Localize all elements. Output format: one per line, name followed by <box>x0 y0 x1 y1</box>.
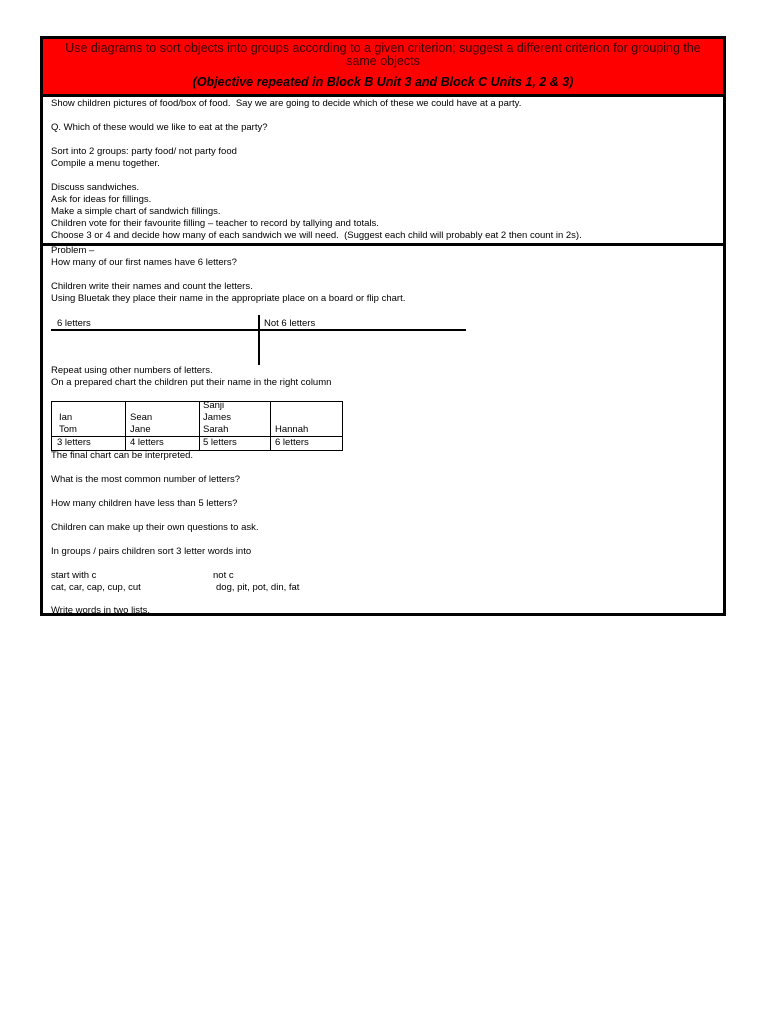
chart-column-label: 5 letters <box>203 437 237 448</box>
objective-text: Use diagrams to sort objects into groups according to a given criterion; suggest a different criterion for grouping the same objects <box>65 41 701 68</box>
chart-column-label: 3 letters <box>57 437 91 448</box>
section2-line: In groups / pairs children sort 3 letter words into <box>51 546 252 557</box>
problem-question: How many of our first names have 6 letters? <box>51 257 237 268</box>
sort-left-label: 6 letters <box>57 318 91 329</box>
words-left-heading: start with c <box>51 570 97 581</box>
chart-name: Sarah <box>203 424 229 435</box>
names-section <box>43 245 723 616</box>
chart-name: Sanji <box>203 400 225 411</box>
section2-line: On a prepared chart the children put their name in the right column <box>51 377 332 388</box>
section1-line: Choose 3 or 4 and decide how many of each sandwich we will need. (Suggest each child will probably eat 2 then count in 2s). <box>51 230 582 241</box>
chart-name: Ian <box>59 412 73 423</box>
sort-right-label: Not 6 letters <box>264 318 316 329</box>
problem-label: Problem – <box>51 245 95 256</box>
name-chart <box>51 401 343 451</box>
section2-line: Children write their names and count the letters. <box>51 281 253 292</box>
chart-name: Tom <box>59 424 77 435</box>
sort-vertical-line <box>258 315 260 365</box>
objective-header <box>43 39 723 97</box>
section2-line: The final chart can be interpreted. <box>51 450 194 461</box>
section1-line: Children vote for their favourite filling – teacher to record by tallying and totals. <box>51 218 379 229</box>
section1-line: Compile a menu together. <box>51 158 160 169</box>
section1-line: Make a simple chart of sandwich fillings. <box>51 206 221 217</box>
final-instruction: Write words in two lists. <box>51 605 151 616</box>
chart-divider <box>125 402 126 450</box>
objective-repeated-note: (Objective repeated in Block B Unit 3 and Block C Units 1, 2 & 3) <box>192 75 574 89</box>
words-right-list: dog, pit, pot, din, fat <box>216 582 300 593</box>
chart-divider <box>270 402 271 450</box>
section2-line: Using Bluetak they place their name in the appropriate place on a board or flip chart. <box>51 293 406 304</box>
chart-name: Jane <box>130 424 151 435</box>
section1-line: Q. Which of these would we like to eat at the party? <box>51 122 268 133</box>
chart-divider <box>199 402 200 450</box>
section1-line: Ask for ideas for fillings. <box>51 194 152 205</box>
chart-column-label: 6 letters <box>275 437 309 448</box>
chart-name: Sean <box>130 412 153 423</box>
section1-line: Discuss sandwiches. <box>51 182 140 193</box>
section2-line: Children can make up their own questions to ask. <box>51 522 259 533</box>
section2-line: Repeat using other numbers of letters. <box>51 365 213 376</box>
chart-column-label: 4 letters <box>130 437 164 448</box>
party-food-section <box>43 97 723 246</box>
words-right-heading: not c <box>213 570 234 581</box>
chart-name: Hannah <box>275 424 309 435</box>
section1-line: Sort into 2 groups: party food/ not party food <box>51 146 237 157</box>
chart-name: James <box>203 412 231 423</box>
lesson-frame <box>40 36 726 616</box>
question-line: How many children have less than 5 letters? <box>51 498 238 509</box>
section1-line: Show children pictures of food/box of food. Say we are going to decide which of these we could have at a party. <box>51 98 522 109</box>
words-left-list: cat, car, cap, cup, cut <box>51 582 141 593</box>
question-line: What is the most common number of letters? <box>51 474 241 485</box>
